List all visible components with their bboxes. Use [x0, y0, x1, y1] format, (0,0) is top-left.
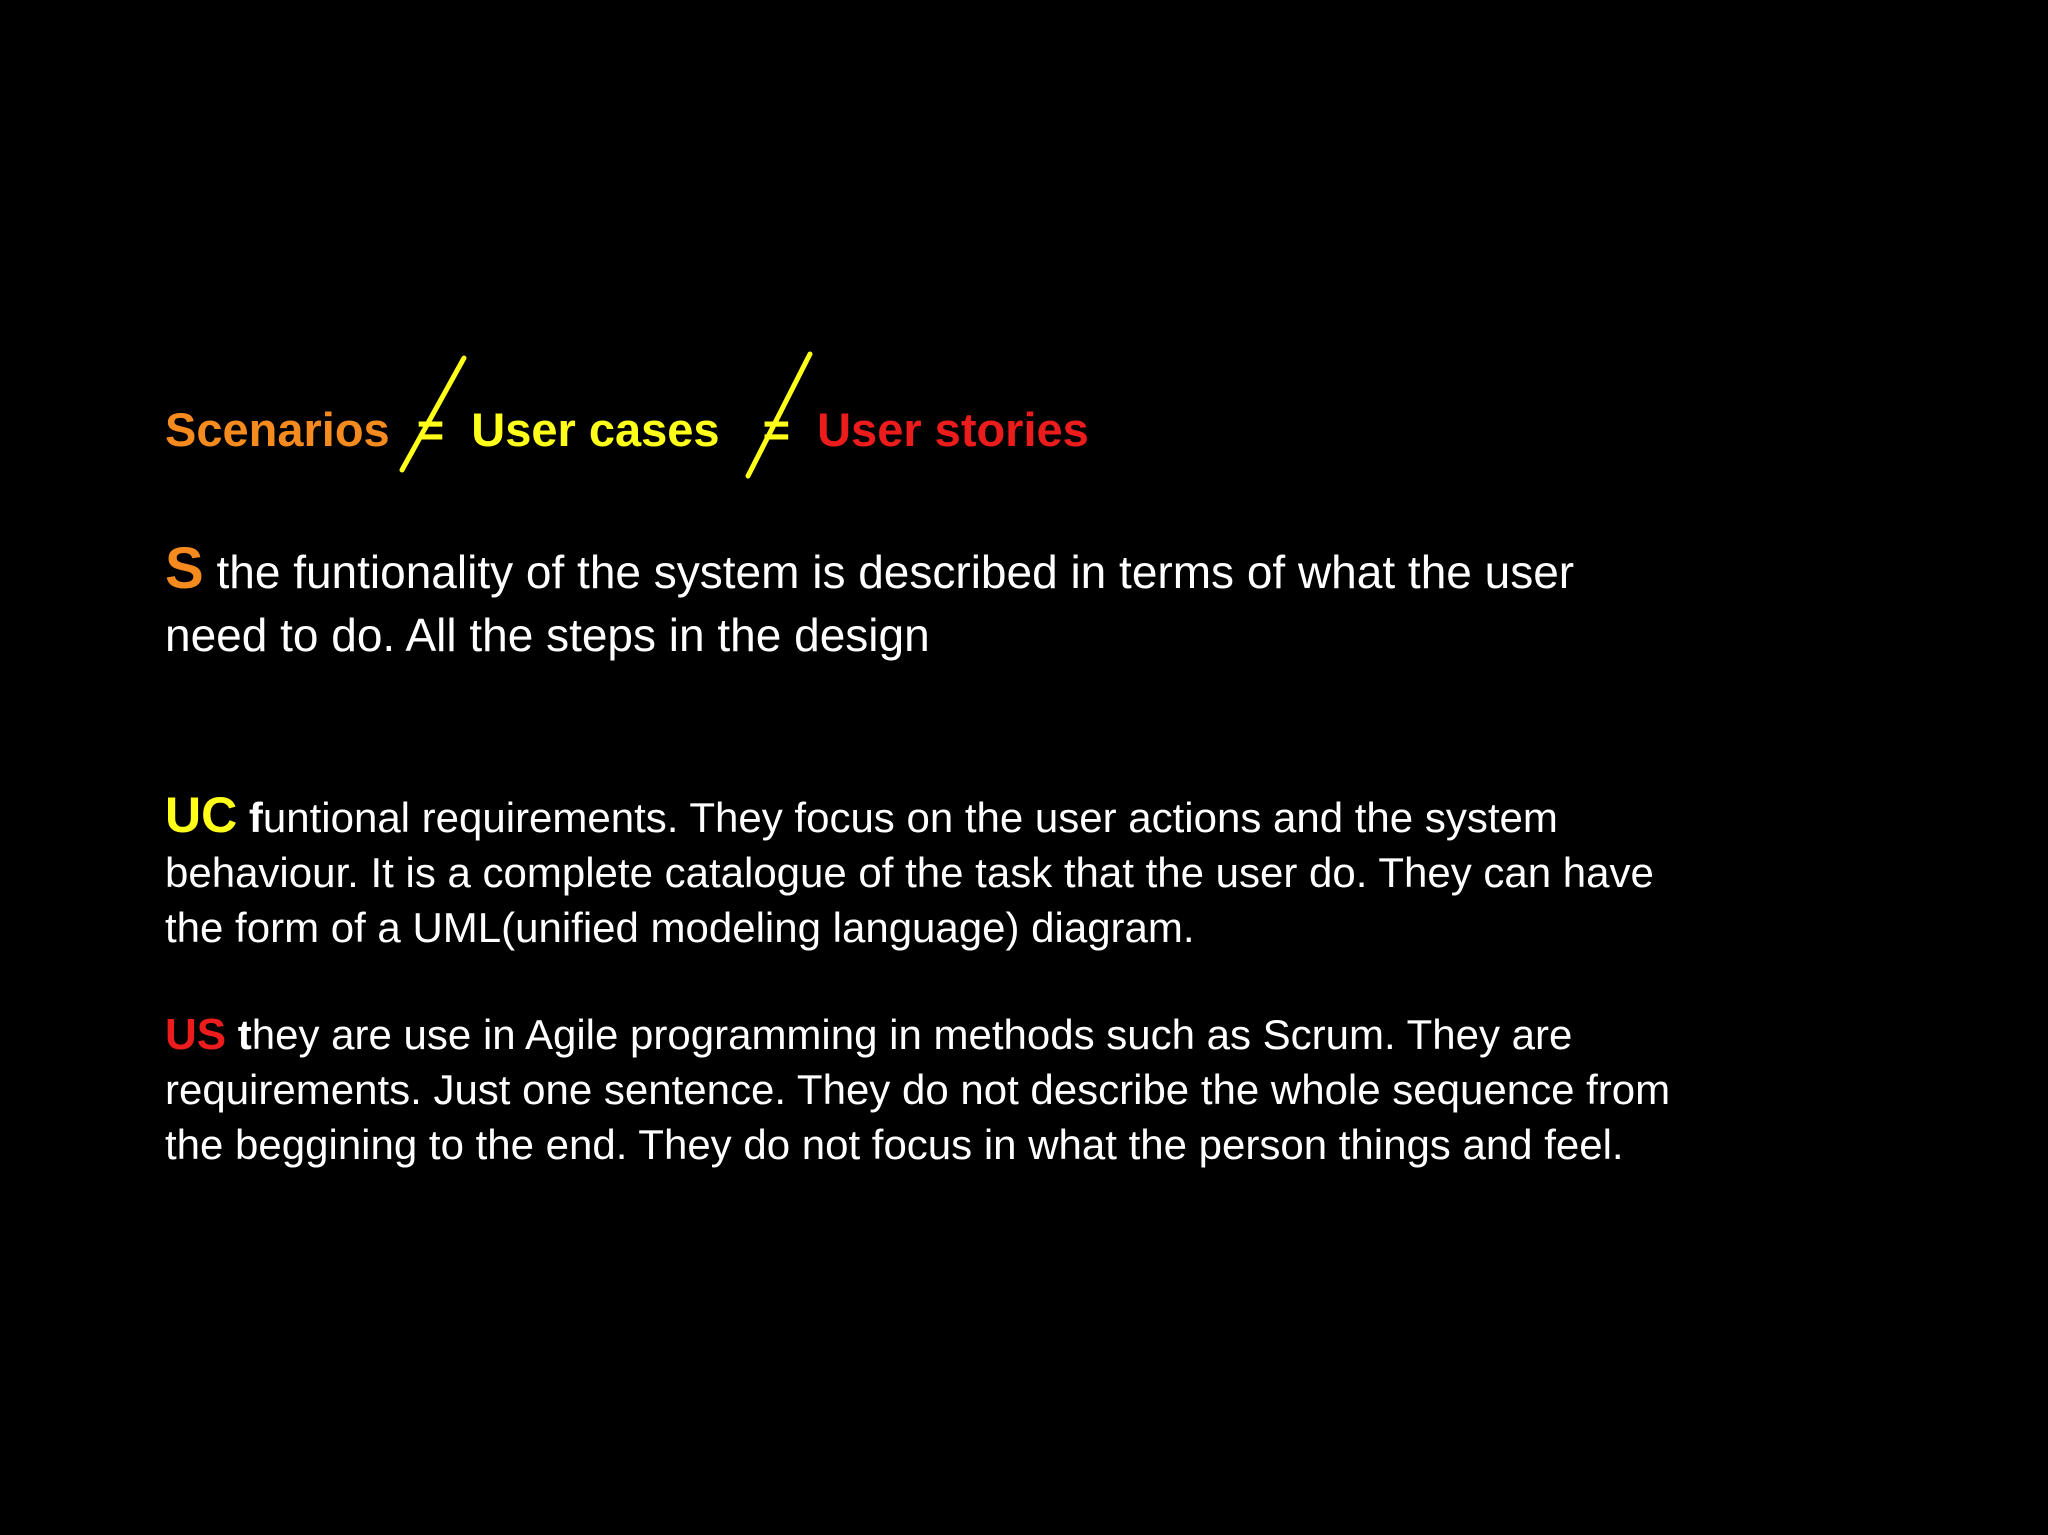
title-user-stories: User stories [817, 403, 1089, 456]
uc-paragraph [165, 788, 1965, 955]
title-user-cases: User cases [471, 403, 720, 456]
title-scenarios: Scenarios [165, 403, 390, 456]
us-line-3: the beggining to the end. They do not focus in what the person things and feel. [165, 1121, 1624, 1168]
us-text-1: hey are use in Agile programming in methods such as Scrum. They are [251, 1011, 1573, 1058]
strike-slash-icon-2 [738, 364, 818, 484]
uc-lead: UC [165, 787, 238, 843]
uc-text-1: untional requirements. They focus on the user actions and the system [262, 794, 1558, 841]
us-lead: US [165, 1010, 227, 1059]
not-equal-sign-2 [763, 398, 790, 462]
us-first-letter: t [237, 1011, 252, 1058]
uc-first-letter: f [248, 794, 263, 841]
equals-glyph-2: = [762, 403, 791, 456]
scenario-lead: S [165, 536, 204, 601]
scenario-line-2: need to do. All the steps in the design [165, 609, 930, 661]
strike-slash-icon-1 [392, 364, 472, 484]
us-line-1 [165, 1007, 1965, 1062]
title-line [165, 398, 1089, 462]
uc-line-1 [165, 788, 1965, 845]
equals-glyph-1: = [416, 403, 445, 456]
scenario-line-1 [165, 537, 1965, 604]
us-line-2: requirements. Just one sentence. They do not describe the whole sequence from [165, 1066, 1671, 1113]
uc-line-3: the form of a UML(unified modeling language) diagram. [165, 904, 1195, 951]
scenario-text-1: the funtionality of the system is described in terms of what the user [203, 546, 1575, 598]
scenario-paragraph [165, 537, 1965, 667]
not-equal-sign-1 [417, 398, 444, 462]
uc-line-2: behaviour. It is a complete catalogue of the task that the user do. They can have [165, 849, 1654, 896]
us-paragraph [165, 1007, 1965, 1172]
